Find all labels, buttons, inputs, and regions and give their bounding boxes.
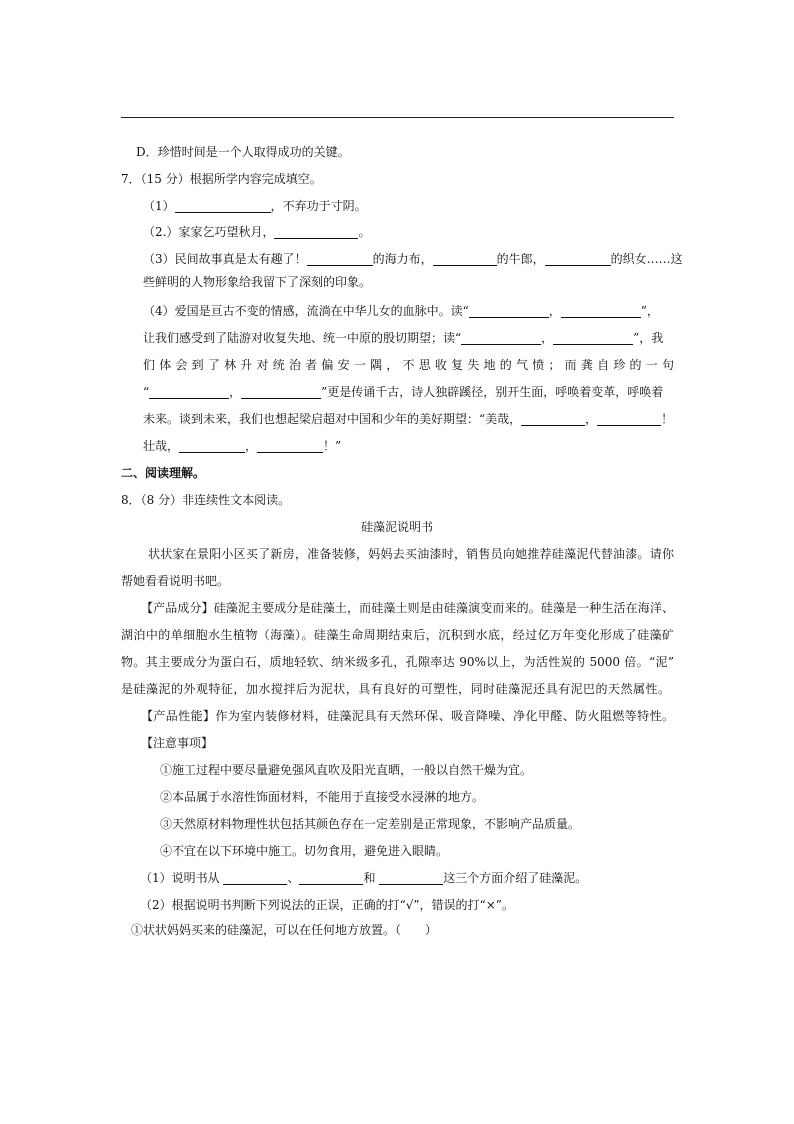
q7-4-line4-comma: ， [229,385,242,399]
answer-blank[interactable] [545,253,611,266]
q7-3-a: （3）民间故事真是太有趣了！ [143,252,307,266]
note-1: ①施工过程中要尽量避免强风直吹及阳光直晒，一般以自然干燥为宜。 [160,763,533,777]
q7-2-head: （2.）家家乞巧望秋月， [143,225,275,239]
answer-blank[interactable] [553,332,633,345]
q7-1-tail: ，不弃功于寸阴。 [270,199,367,213]
note-4: ④不宜在以下环境中施工。切勿食用，避免进入眼睛。 [160,844,449,858]
composition-line-2: 湖泊中的单细胞水生植物（海藻）。硅藻生命周期结束后，沉积到水底，经过亿万年变化形成了硅藻矿 [121,628,674,642]
answer-blank[interactable] [561,305,641,318]
option-d: D．珍惜时间是一个人取得成功的关键。 [136,145,350,159]
answer-blank[interactable] [257,440,323,453]
q7-4-line5-comma: ， [585,412,598,426]
answer-blank[interactable] [149,386,229,399]
intro-line-2: 帮她看看说明书吧。 [121,574,230,588]
intro-line-1: 状状家在景阳小区买了新房，准备装修，妈妈去买油漆时，销售员向她推荐硅藻泥代替油漆。请你 [148,547,674,561]
q8-1-b: 、 [287,871,300,885]
composition-line-1: 【产品成分】硅藻泥主要成分是硅藻土，而硅藻土则是由硅藻演变而来的。硅藻是一种生活在海洋、 [141,601,674,615]
question-8-stem: 8．（8 分）非连续性文本阅读。 [121,493,291,507]
question-7-4-line3: 们体会到了林升对统治者偏安一隅，不思收复失地的气愤；而龚自珍的一句 [143,358,674,372]
answer-blank[interactable] [597,413,661,426]
answer-blank[interactable] [274,226,358,239]
question-7-4-line2 [143,330,663,346]
answer-blank[interactable] [175,200,271,213]
section-2-heading: 二、阅读理解。 [121,466,206,480]
q7-4-a: （4）爱国是亘古不变的情感，流淌在中华儿女的血脉中。读“ [143,304,469,318]
q7-4-line6-comma: ， [245,439,258,453]
q8-1-a: （1）说明书从 [140,871,224,885]
composition-line-4: 是硅藻泥的外观特征，加水搅拌后为泥状，具有良好的可塑性，同时硅藻泥还具有泥巴的天然属性。 [121,682,670,696]
question-7-stem: 7．（15 分）根据所学内容完成填空。 [121,172,322,186]
question-7-4-line4 [143,384,663,400]
composition-line-3: 物。其主要成分为蛋白石，质地轻软、纳米级多孔，孔隙率达 90%以上，为活性炭的 5000 倍。“泥” [121,655,674,669]
answer-blank[interactable] [223,872,287,885]
answer-blank[interactable] [521,413,585,426]
q7-4-line2-comma: ， [541,331,554,345]
question-7-4-line5 [143,411,673,427]
answer-blank[interactable] [379,872,443,885]
q7-4-line4-tail: ”更是传诵千古，诗人独辟蹊径，别开生面，呼唤着变革，呼唤着 [321,385,664,399]
note-2: ②本品属于水溶性饰面材料，不能用于直接受水浸淋的地方。 [160,790,485,804]
notes-heading: 【注意事项】 [141,736,214,750]
q7-4-line5-bang: ！ [661,412,674,426]
note-3: ③天然原材料物理性状包括其颜色存在一定差别是正常现象，不影响产品质量。 [160,817,581,831]
answer-blank[interactable] [433,253,497,266]
q7-4-line6-end: ！” [323,439,342,453]
q7-4-line5-a: 未来。谈到未来，我们也想起梁启超对中国和少年的美好期望：“美哉， [143,412,522,426]
answer-blank[interactable] [241,386,321,399]
answer-blank[interactable] [179,440,245,453]
q7-4-line2-a: 让我们感受到了陆游对收复失地、统一中原的殷切期望；读“ [143,331,462,345]
q7-4-line2-close: ”，我 [633,331,664,345]
passage-title: 硅藻泥说明书 [360,520,433,534]
question-7-4-line1 [143,303,659,319]
header-rule [121,117,674,118]
q7-1-label: （1） [143,199,175,213]
answer-blank[interactable] [469,305,549,318]
q7-4-comma: ， [548,304,561,318]
q7-3-c: 的牛郎， [496,252,545,266]
question-8-2: （2）根据说明书判断下列说法的正误，正确的打“√”，错误的打“×”。 [140,898,514,912]
question-7-1 [143,198,367,214]
q7-4-close: ”， [640,304,659,318]
q7-3-d: 的织女……这 [610,252,683,266]
q8-1-d: 这三个方面介绍了硅藻泥。 [443,871,588,885]
q7-3-b: 的海力布， [372,252,433,266]
answer-blank[interactable] [299,872,363,885]
question-8-2-item-1: ①状状妈妈买来的硅藻泥，可以在任何地方放置。（ ） [131,923,438,937]
q7-4-line4-open: “ [143,385,150,399]
q7-2-tail: 。 [358,225,371,239]
q8-1-c: 和 [363,871,380,885]
question-7-3 [143,251,683,267]
answer-blank[interactable] [307,253,373,266]
q7-4-line6-a: 壮哉， [143,439,180,453]
question-8-1 [140,870,587,886]
performance-line: 【产品性能】作为室内装修材料，硅藻泥具有天然环保、吸音降噪、净化甲醛、防火阻燃等特性。 [141,709,674,723]
question-7-3-line2: 些鲜明的人物形象给我留下了深刻的印象。 [143,275,372,289]
question-7-4-line6 [143,438,341,454]
question-7-2 [143,224,370,240]
answer-blank[interactable] [461,332,541,345]
